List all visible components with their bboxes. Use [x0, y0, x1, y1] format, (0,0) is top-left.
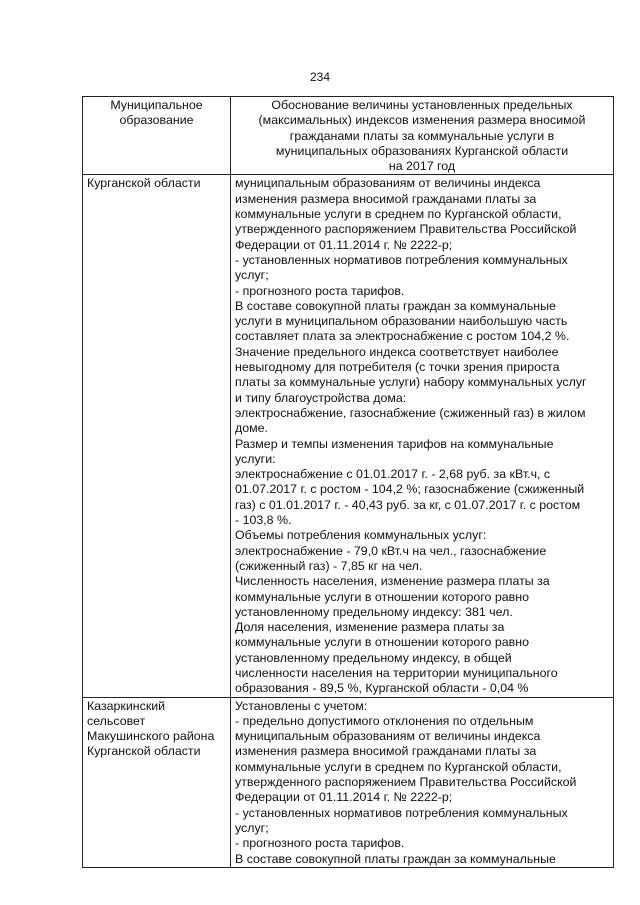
text-line: доме.	[235, 421, 268, 436]
header-line: Муниципальное	[110, 98, 203, 112]
text-line: - прогнозного роста тарифов.	[235, 836, 405, 851]
table-header-row	[83, 97, 614, 175]
text-line: - прогнозного роста тарифов.	[235, 283, 405, 298]
text-line: 01.07.2017 г. с ростом - 104,2 %; газоснабжение (сжиженный	[235, 482, 585, 497]
text-line: услуг;	[235, 268, 269, 283]
municipality-line: Курганской области	[87, 176, 201, 191]
text-line: составляет плата за электроснабжение с ростом 104,2 %.	[235, 329, 570, 344]
text-line: и типу благоустройства дома:	[235, 390, 407, 405]
municipality-cell	[83, 697, 231, 867]
text-line: Объемы потребления коммунальных услуг:	[235, 528, 487, 543]
text-line: невыгодному для потребителя (с точки зрения прироста	[235, 360, 560, 375]
tariff-justification-table	[82, 96, 614, 868]
text-line: Численность населения, изменение размера платы за	[235, 574, 550, 589]
municipality-line: Макушинского района	[87, 729, 215, 744]
text-line: услуг;	[235, 820, 269, 835]
text-line: установленному предельному индексу: 381 чел.	[235, 604, 513, 619]
municipality-line: Курганской области	[87, 744, 201, 759]
municipality-cell	[83, 175, 231, 697]
header-line: на 2017 год	[388, 159, 456, 174]
text-line: изменения размера вносимой гражданами платы за	[235, 744, 537, 759]
text-line: образования - 89,5 %, Курганской области - 0,04 %	[235, 681, 529, 696]
justification-cell	[231, 697, 614, 867]
text-line: электроснабжение, газоснабжение (сжиженный газ) в жилом	[235, 405, 586, 420]
text-line: В составе совокупной платы граждан за коммунальные	[235, 851, 556, 866]
text-line: электроснабжение - 79,0 кВт.ч на чел., газоснабжение	[235, 543, 547, 558]
text-line: услуги:	[235, 451, 276, 466]
table-row	[83, 697, 614, 867]
header-line: муниципальных образованиях Курганской области	[275, 143, 569, 158]
text-line: коммунальные услуги в отношении которого равно	[235, 635, 529, 650]
text-line: (сжиженный газ) - 7,85 кг на чел.	[235, 558, 423, 573]
text-line: Установлены с учетом:	[235, 698, 368, 713]
municipality-line: сельсовет	[87, 713, 146, 728]
text-line: утвержденного распоряжением Правительства Российской	[235, 222, 577, 237]
text-line: численности населения на территории муниципального	[235, 665, 558, 680]
text-line: коммунальные услуги в отношении которого равно	[235, 589, 529, 604]
text-line: муниципальным образованиям от величины индекса	[235, 176, 541, 191]
header-municipality	[83, 97, 231, 175]
text-line: коммунальные услуги в среднем по Курганской области,	[235, 207, 562, 222]
text-line: установленному предельному индексу, в общей	[235, 650, 512, 665]
justification-cell	[231, 175, 614, 697]
text-line: Федерации от 01.11.2014 г. № 2222-р;	[235, 790, 453, 805]
text-line: Федерации от 01.11.2014 г. № 2222-р;	[235, 237, 453, 252]
header-line: гражданами платы за коммунальные услуги в	[289, 128, 555, 143]
text-line: В составе совокупной платы граждан за коммунальные	[235, 298, 556, 313]
text-line: Значение предельного индекса соответствует наиболее	[235, 344, 559, 359]
text-line: изменения размера вносимой гражданами платы за	[235, 191, 537, 206]
page-number: 234	[309, 70, 331, 84]
text-line: Доля населения, изменение размера платы за	[235, 620, 505, 635]
text-line: платы за коммунальные услуги) набору коммунальных услуг	[235, 375, 587, 390]
text-line: - установленных нормативов потребления коммунальных	[235, 805, 568, 820]
text-line: - предельно допустимого отклонения по отдельным	[235, 713, 534, 728]
text-line: газ) с 01.01.2017 г. - 40,43 руб. за кг, с 01.07.2017 г. с ростом	[235, 497, 581, 512]
municipality-line: Казаркинский	[87, 698, 166, 713]
header-justification	[231, 97, 614, 175]
header-line: образование	[119, 113, 194, 128]
text-line: - установленных нормативов потребления коммунальных	[235, 252, 568, 267]
text-line: Размер и темпы изменения тарифов на коммунальные	[235, 436, 554, 451]
text-line: - 103,8 %.	[235, 513, 292, 528]
header-line: Обоснование величины установленных предельных	[271, 98, 573, 112]
text-line: коммунальные услуги в среднем по Курганской области,	[235, 759, 562, 774]
text-line: услуги в муниципальном образовании наибольшую часть	[235, 314, 568, 329]
text-line: муниципальным образованиям от величины индекса	[235, 729, 541, 744]
text-line: утвержденного распоряжением Правительства Российской	[235, 775, 577, 790]
header-line: (максимальных) индексов изменения размера вносимой	[258, 113, 586, 128]
text-line: электроснабжение с 01.01.2017 г. - 2,68 руб. за кВт.ч, с	[235, 467, 551, 482]
table-row	[83, 175, 614, 697]
